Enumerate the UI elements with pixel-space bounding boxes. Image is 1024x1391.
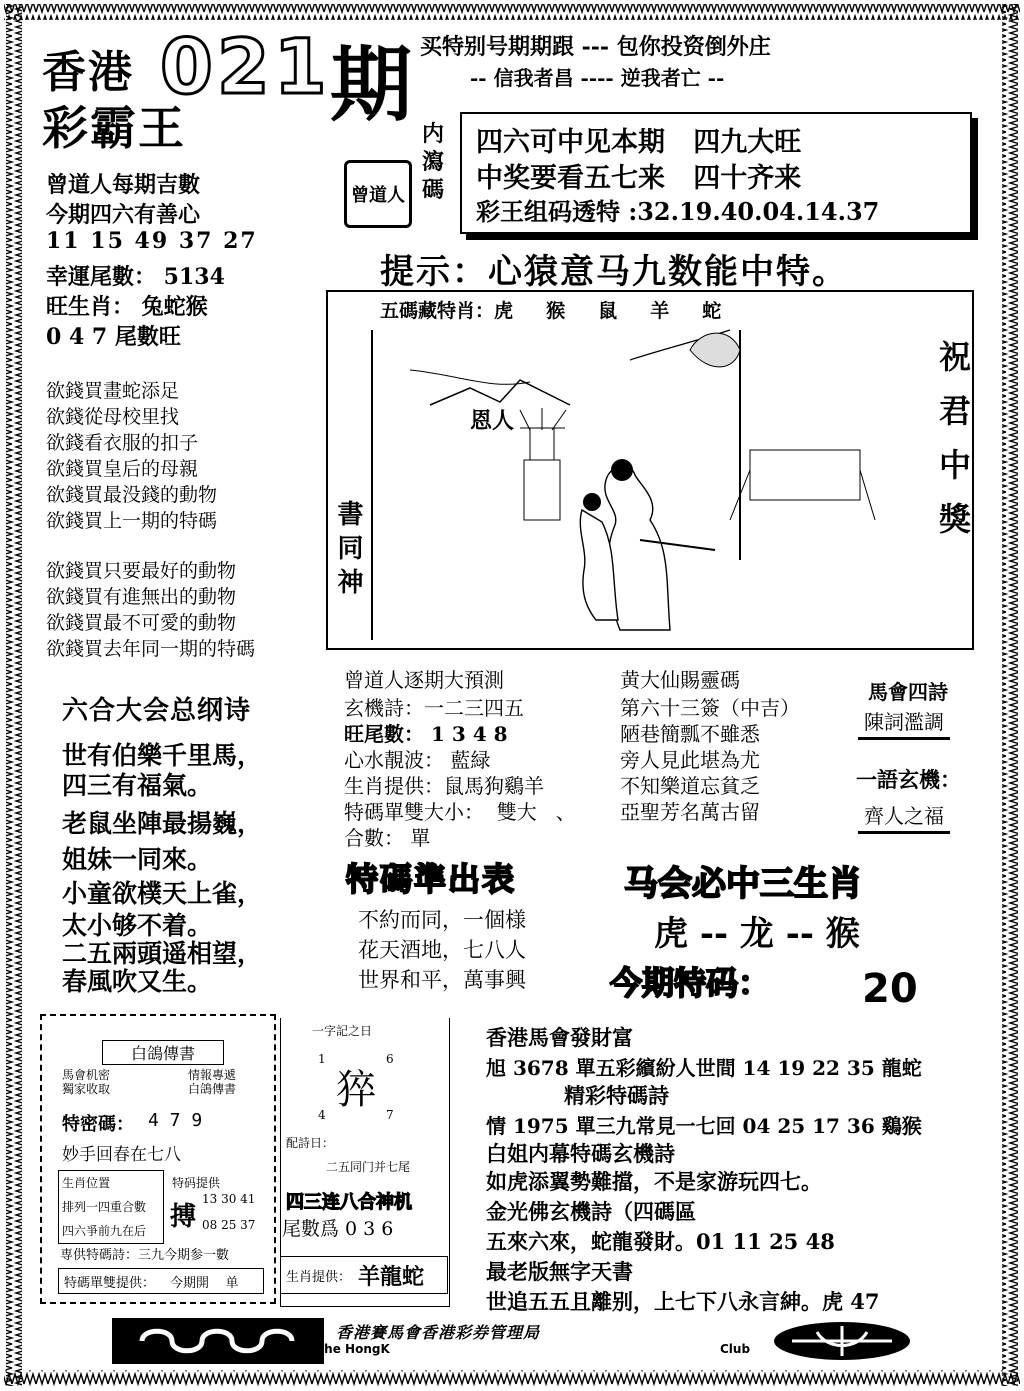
riddle-8: 欲錢買有進無出的動物 (46, 586, 237, 608)
riddle-5: 欲錢買最没錢的動物 (46, 484, 218, 506)
pigeon-pos-1: 排列一四重合數 (62, 1200, 147, 1214)
slogan-line-1: 买特别号期期跟 --- 包你投资倒外庄 (420, 34, 771, 60)
br-line-7: 金光佛玄機詩（四碼區 (486, 1199, 696, 1224)
riddle-3: 欲錢看衣服的扣子 (46, 432, 199, 454)
zeng-line-3: 心水靚波： 藍緑 (344, 748, 491, 772)
pigeon-tema-value: 4 7 9 (148, 1110, 203, 1131)
hint-line: 提示：心猿意马九数能中特。 (380, 252, 848, 292)
zeng-line-1: 玄機詩：一二三四五 (344, 696, 524, 720)
riddle-4: 欲錢買皇后的母親 (46, 458, 199, 480)
picture-left-label: 書同神 (333, 500, 363, 602)
huang-line-3: 旁人見此堪為尤 (620, 748, 760, 772)
mahui-title: 馬會四詩 (868, 680, 948, 704)
neixie-box (460, 112, 972, 234)
riddle-7: 欲錢買只要最好的動物 (46, 560, 237, 582)
left-info-5: 旺生肖： 兔蛇猴 (46, 294, 208, 320)
tema-table-line-2: 花天酒地，七八人 (358, 938, 526, 962)
left-info-6: 0 4 7 尾數旺 (46, 324, 181, 350)
pigeon-line-1: 妙手回春在七八 (62, 1145, 181, 1165)
pigeon-special-label: 特码提供 (172, 1176, 221, 1190)
today-tema-value: 20 (862, 966, 918, 1012)
slogan-line-2: -- 信我者昌 ---- 逆我者亡 -- (470, 66, 725, 90)
yiyu-answer: 齊人之福 (858, 800, 950, 834)
yizi-pei: 二五同门并七尾 (326, 1160, 411, 1174)
footer-logo-right-icon (772, 1320, 912, 1362)
br-line-5: 白姐内幕特碼玄機詩 (486, 1141, 675, 1166)
yizi-n6: 6 (386, 1052, 394, 1066)
riddle-1: 欲錢買畫蛇添足 (46, 380, 180, 402)
pigeon-zhuan: 専供特碼詩：三九今期参一數 (60, 1248, 230, 1263)
yizi-weishu: 尾數爲 0 3 6 (282, 1218, 394, 1240)
huang-line-4: 不知樂道忘貧乏 (620, 774, 760, 798)
yizi-sx-label: 生肖提供： (286, 1270, 352, 1285)
neixie-line-1: 四六可中见本期 四九大旺 (476, 127, 802, 158)
issue-number: 021 (160, 22, 331, 111)
poem-line-1: 世有伯樂千里馬， (62, 741, 263, 770)
left-info-3: 11 15 49 37 27 (46, 228, 258, 254)
pigeon-mini-r2: 白鴿傳書 (188, 1082, 237, 1096)
tema-table-line-1: 不約而同，一個様 (358, 908, 526, 932)
riddle-9: 欲錢買最不可愛的動物 (46, 612, 237, 634)
pigeon-tema-label: 特密碼： (62, 1114, 134, 1135)
three-animals-title: 马会必中三生肖 (624, 864, 862, 904)
picture-top-label: 五碼藏特肖：虎 猴 鼠 羊 蛇 (380, 300, 722, 322)
tema-table-title: 特碼準出表 (346, 860, 517, 898)
tema-table-line-3: 世界和平，萬事興 (358, 968, 526, 992)
poem-line-4: 姐妹一同來。 (62, 845, 213, 874)
left-info-2: 今期四六有善心 (46, 202, 201, 228)
riddle-6: 欲錢買上一期的特碼 (46, 510, 218, 532)
br-line-10: 世追五五且離别，上七下八永言紳。虎 47 (486, 1289, 880, 1314)
riddle-2: 欲錢從母校里找 (46, 406, 180, 428)
left-info-4: 幸運尾數： 5134 (46, 264, 225, 290)
yizi-n1: 1 (318, 1052, 326, 1066)
pigeon-pos-2: 四六爭前九在后 (62, 1224, 147, 1238)
pigeon-dan-value: 今期開 单 (170, 1276, 239, 1291)
riddle-10: 欲錢買去年同一期的特碼 (46, 638, 256, 660)
title-hk: 香港 (42, 47, 134, 98)
yizi-pei-label: 配詩日： (286, 1136, 335, 1150)
today-tema-label: 今期特码： (610, 964, 771, 1002)
zeng-title: 曾道人逐期大預測 (344, 668, 504, 692)
zeng-line-6: 合數： 單 (344, 826, 431, 850)
br-line-4: 情 1975 單三九常見一七回 04 25 17 36 鷄猴 (486, 1114, 922, 1138)
zeng-line-2: 旺尾數： 1 3 4 8 (344, 722, 508, 746)
neixie-line-3: 彩王组码透特 :32.19.40.04.14.37 (476, 197, 880, 226)
left-info-1: 曾道人每期吉數 (46, 172, 201, 198)
huang-line-1: 第六十三簽（中吉） (620, 696, 800, 720)
footer-org: 香港賽馬會香港彩券管理局 (336, 1323, 541, 1342)
br-line-2: 旭 3678 單五彩繽紛人世間 14 19 22 35 龍蛇 (486, 1056, 922, 1080)
neixie-label: 内瀉碼 (422, 121, 445, 203)
pigeon-mini-r1: 情報專遞 (188, 1068, 237, 1082)
footer-en-right: Club (720, 1342, 751, 1356)
poem-title: 六合大会总纲诗 (62, 696, 252, 726)
huang-line-2: 陋巷簡瓢不雖悉 (620, 722, 760, 746)
yizi-title: 一字記之日 (312, 1024, 373, 1038)
br-line-9: 最老版無字天書 (486, 1259, 633, 1284)
zeng-line-4: 生肖提供：鼠馬狗鷄羊 (344, 774, 544, 798)
pigeon-dan-label: 特碼單雙提供： (64, 1276, 156, 1291)
yizi-sx-value: 羊龍蛇 (358, 1264, 425, 1290)
pigeon-special-char: 搏 (170, 1202, 197, 1232)
pigeon-title: 白鴿傳書 (102, 1040, 224, 1065)
poem-line-8: 春風吹又生。 (62, 967, 213, 996)
yiyu-label: 一語玄機： (856, 767, 961, 792)
br-line-1: 香港馬會發財富 (486, 1025, 633, 1050)
footer-logo-left-icon (112, 1318, 324, 1364)
poem-line-7: 二五兩頭遥相望， (62, 939, 263, 968)
neixie-line-2: 中奖要看五七来 四十齐来 (476, 163, 802, 194)
illustration-figure-text: 恩人 (470, 408, 515, 434)
footer-en-left: The HongK (316, 1342, 390, 1356)
br-line-3: 精彩特碼詩 (564, 1083, 669, 1108)
pigeon-special-n2: 08 25 37 (202, 1218, 256, 1232)
illustration-two-ladies (370, 310, 890, 644)
poem-line-6: 太小够不着。 (62, 911, 213, 940)
picture-right-label: 祝君中獎 (934, 340, 972, 556)
yizi-n4: 4 (318, 1108, 326, 1122)
br-line-6: 如虎添翼勢難擋，不是家游玩四七。 (486, 1169, 822, 1194)
zeng-badge: 曾道人 (344, 160, 412, 228)
title-qi: 期 (330, 37, 413, 133)
yizi-char: 猝 (336, 1067, 376, 1113)
huang-title: 黄大仙賜靈碼 (620, 668, 740, 692)
publication-name: 彩霸王 (42, 101, 186, 155)
three-animals: 虎 -- 龙 -- 猴 (654, 914, 860, 954)
pigeon-pos-label: 生肖位置 (62, 1176, 111, 1190)
pigeon-mini-l2: 獨家收取 (62, 1082, 111, 1096)
mahui-sub: 陳詞濫調 (858, 706, 950, 740)
zeng-line-5: 特碼單雙大小： 雙大 、 (344, 800, 576, 824)
poem-line-5: 小童欲樸天上雀， (62, 879, 263, 908)
br-line-8: 五來六來，蛇龍發財。01 11 25 48 (486, 1229, 835, 1254)
pigeon-mini-l1: 馬會机密 (62, 1068, 111, 1082)
poem-line-2: 四三有福氣。 (62, 771, 213, 800)
yizi-n7: 7 (386, 1108, 394, 1122)
yizi-shenji: 四三连八合神机 (286, 1192, 412, 1213)
pigeon-special-n1: 13 30 41 (202, 1192, 256, 1206)
poem-line-3: 老鼠坐陣最揚巍， (62, 809, 263, 838)
huang-line-5: 亞聖芳名萬古留 (620, 800, 760, 824)
